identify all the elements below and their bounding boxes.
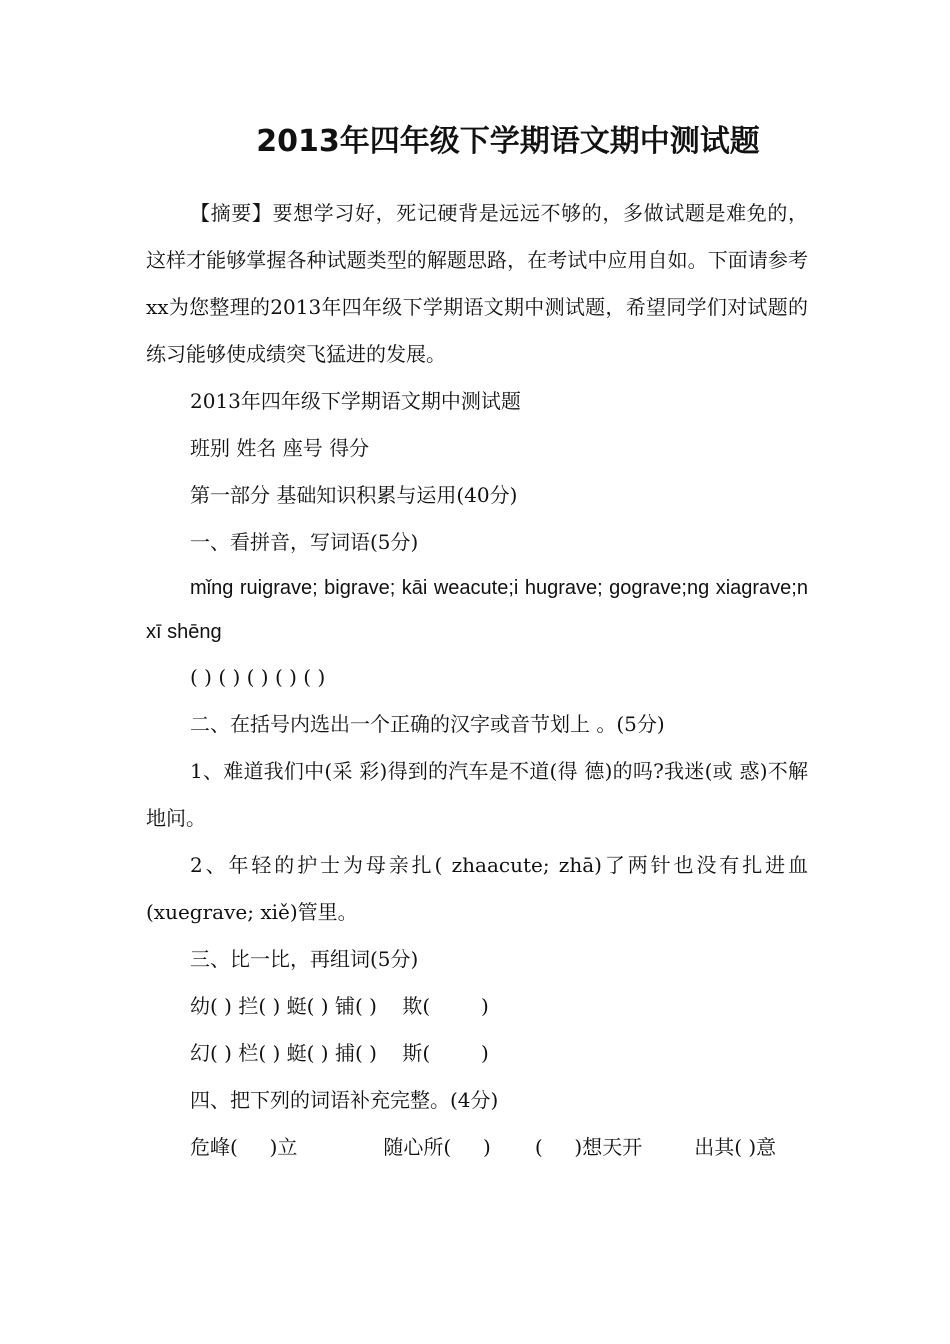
exam-subtitle: 2013年四年级下学期语文期中测试题 <box>190 389 521 413</box>
part1-heading: 第一部分 基础知识积累与运用(40分) <box>190 483 518 507</box>
q2-heading: 二、在括号内选出一个正确的汉字或音节划上 。(5分) <box>190 712 665 736</box>
q1-pinyin: mǐng ruigrave; bigrave; kāi weacute;i hugrave; gograve;ng xiagrave;n xī shēng <box>146 577 808 643</box>
q3-heading: 三、比一比，再组词(5分) <box>190 947 419 971</box>
q2-item-2: 2、年轻的护士为母亲扎( zhaacute; zhā)了两针也没有扎进血(xuegrave; xiě)管里。 <box>146 853 808 924</box>
q4-item-3: ( )想天开 <box>534 1135 643 1159</box>
q4-items <box>146 1124 808 1171</box>
q3-row-1: 幼( ) 拦( ) 蜓( ) 铺( ) 欺( ) <box>190 994 489 1018</box>
q2-item-1: 1、难道我们中(采 彩)得到的汽车是不道(得 德)的吗?我迷(或 惑)不解地问。 <box>146 759 808 830</box>
q3-row-2: 幻( ) 栏( ) 蜓( ) 捕( ) 斯( ) <box>190 1041 489 1065</box>
abstract-paragraph: 【摘要】要想学习好，死记硬背是远远不够的，多做试题是难免的，这样才能够掌握各种试题类型的解题思路，在考试中应用自如。下面请参考xx为您整理的2013年四年级下学期语文期中测试题，希望同学们对试题的练习能够使成绩突飞猛进的发展。 <box>146 201 808 366</box>
q1-heading: 一、看拼音，写词语(5分) <box>190 530 419 554</box>
q4-item-2: 随心所( ) <box>383 1135 491 1159</box>
document-body <box>146 190 808 1171</box>
q4-item-1: 危峰( )立 <box>190 1135 298 1159</box>
q4-item-4: 出其( )意 <box>694 1135 777 1159</box>
q1-blanks: ( ) ( ) ( ) ( ) ( ) <box>190 665 326 689</box>
q4-heading: 四、把下列的词语补充完整。(4分) <box>190 1088 499 1112</box>
student-info-line: 班别 姓名 座号 得分 <box>190 436 370 460</box>
document-title: 2013年四年级下学期语文期中测试题 <box>256 124 760 159</box>
